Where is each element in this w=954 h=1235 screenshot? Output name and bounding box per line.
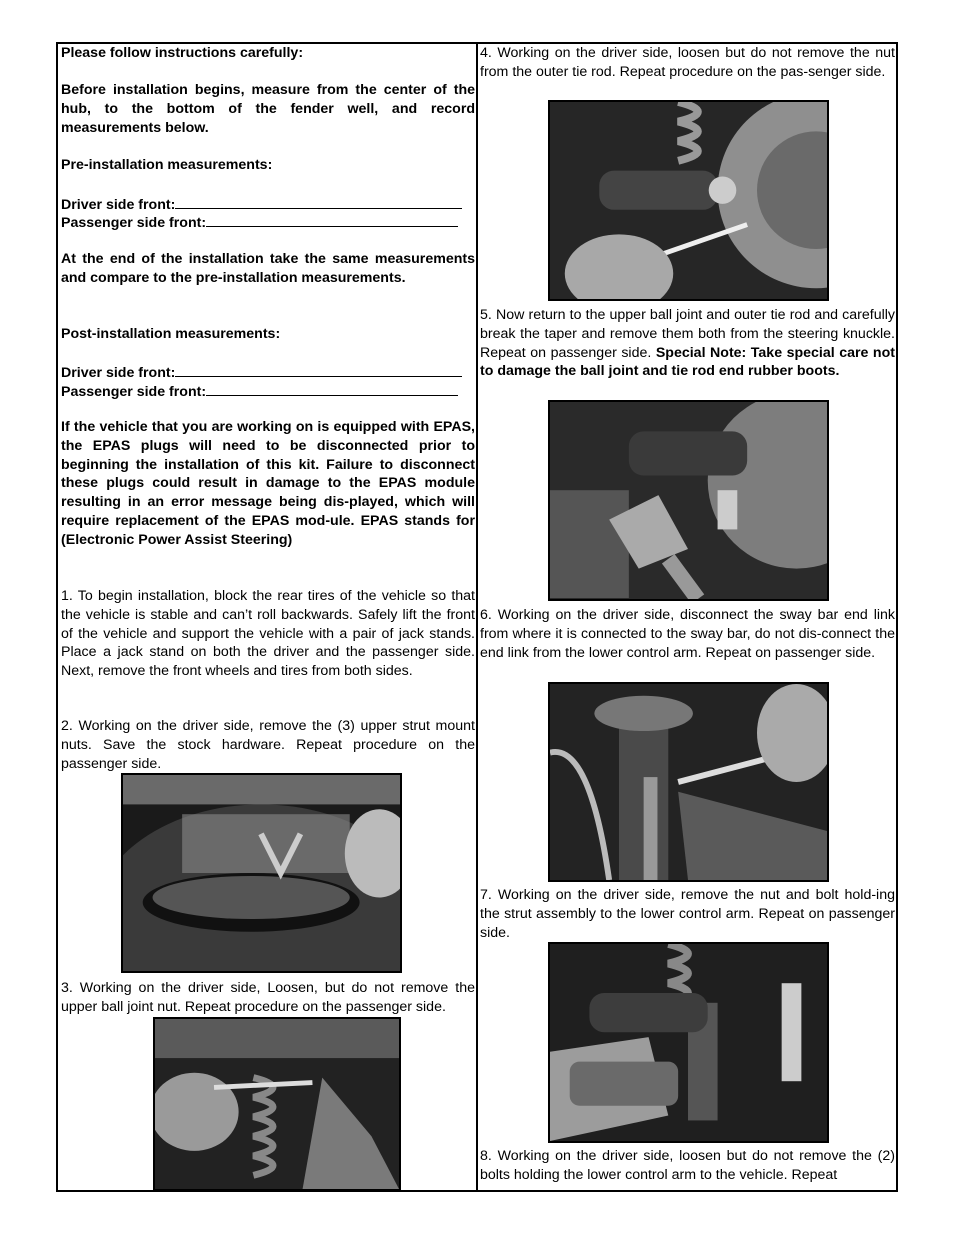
step-4: 4. Working on the driver side, loosen but do not remove the nut from the outer tie rod. Repeat procedure on the pas-senger side. — [480, 45, 895, 80]
post-passenger-line — [61, 381, 475, 402]
upper-strut-mount-photo — [121, 773, 402, 973]
left-column — [56, 42, 478, 1192]
step-6: 6. Working on the driver side, disconnect the sway bar end link from where it is connected to the sway bar, do not dis-connect the end link from the lower control arm. Repeat on passenger side. — [480, 607, 895, 661]
epas-warning: If the vehicle that you are working on is equipped with EPAS, the EPAS plugs will need to be disconnected prior to beginning the installation of this kit. Failure to disconnect these plugs could result in damage to the EPAS module resulting in an error message being dis-played, which will require replacement of the EPAS mod-ule. EPAS stands for (Electronic Power Assist Steering) — [61, 419, 475, 548]
step-5 — [480, 306, 895, 381]
passenger-label: Passenger side front: — [61, 215, 207, 231]
driver-label: Driver side front: — [61, 365, 176, 381]
step-5-text: 5. Now return to the upper ball joint and outer tie rod and carefully break the taper and remove them both from the steering knuckle. Repeat on passenger side. — [480, 307, 895, 361]
step-1: 1. To begin installation, block the rear tires of the vehicle so that the vehicle is stable and can’t roll backwards. Safely lift the front of the vehicle and support the vehicle with a pair of jack stands. Place a jack stand on both the driver and the passenger side. Next, remove the front wheels and tires from both sides. — [61, 588, 475, 680]
pre-driver-blank — [175, 194, 462, 209]
right-column — [477, 42, 898, 1192]
post-install-heading: Post-installation measurements: — [61, 326, 281, 342]
strut-lower-bolt-photo — [548, 942, 829, 1143]
step-3: 3. Working on the driver side, Loosen, but do not remove the upper ball joint nut. Repeat procedure on the passenger side. — [61, 980, 475, 1015]
upper-ball-joint-photo — [153, 1017, 401, 1191]
post-driver-line — [61, 362, 475, 383]
compare-instructions: At the end of the installation take the same measurements and compare to the pre-installation measurements. — [61, 251, 475, 286]
post-passenger-blank — [206, 381, 458, 396]
driver-label: Driver side front: — [61, 197, 176, 213]
instructions-heading: Please follow instructions carefully: — [61, 45, 304, 61]
step-5-note: Special Note: Take special care not to damage the ball joint and tie rod end rubber boots. — [480, 344, 895, 380]
step-7: 7. Working on the driver side, remove the nut and bolt hold-ing the strut assembly to the lower control arm. Repeat on passenger side. — [480, 887, 895, 941]
outer-tie-rod-photo — [548, 100, 829, 301]
break-taper-hammer-photo — [548, 400, 829, 601]
pre-install-heading: Pre-installation measurements: — [61, 157, 273, 173]
step-8: 8. Working on the driver side, loosen but do not remove the (2) bolts holding the lower control arm to the vehicle. Repeat — [480, 1148, 895, 1183]
sway-bar-end-link-photo — [548, 682, 829, 882]
passenger-label: Passenger side front: — [61, 384, 207, 400]
measure-instructions: Before installation begins, measure from the center of the hub, to the bottom of the fender well, and record measurements below. — [61, 82, 475, 136]
pre-passenger-line — [61, 212, 475, 233]
step-2: 2. Working on the driver side, remove the (3) upper strut mount nuts. Save the stock hardware. Repeat procedure on the passenger side. — [61, 718, 475, 772]
pre-passenger-blank — [206, 212, 458, 227]
post-driver-blank — [175, 362, 462, 377]
